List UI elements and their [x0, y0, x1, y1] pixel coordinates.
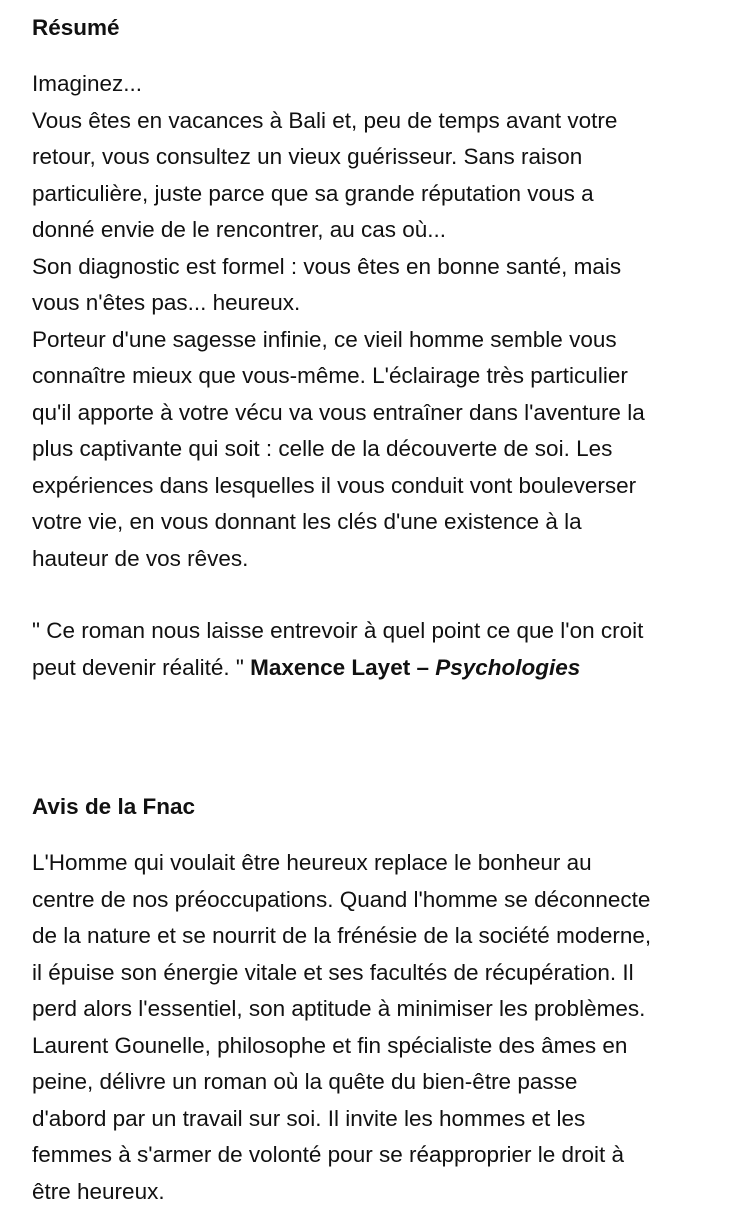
press-quote: [32, 613, 732, 686]
resume-body: [32, 66, 732, 577]
resume-line: donné envie de le rencontrer, au cas où...: [32, 212, 732, 249]
avis-line: femmes à s'armer de volonté pour se réapproprier le droit à: [32, 1137, 732, 1174]
resume-line: Vous êtes en vacances à Bali et, peu de temps avant votre: [32, 103, 732, 140]
avis-line: centre de nos préoccupations. Quand l'homme se déconnecte: [32, 882, 732, 919]
resume-line: hauteur de vos rêves.: [32, 541, 732, 578]
resume-line: particulière, juste parce que sa grande réputation vous a: [32, 176, 732, 213]
quote-source: Psychologies: [435, 655, 580, 680]
avis-line: Laurent Gounelle, philosophe et fin spécialiste des âmes en: [32, 1028, 732, 1065]
resume-line: qu'il apporte à votre vécu va vous entraîner dans l'aventure la: [32, 395, 732, 432]
avis-line: peine, délivre un roman où la quête du bien-être passe: [32, 1064, 732, 1101]
avis-line: être heureux.: [32, 1174, 732, 1210]
avis-title: Avis de la Fnac: [32, 789, 732, 825]
paragraph-gap: [32, 577, 732, 613]
resume-line: Imaginez...: [32, 66, 732, 103]
avis-body: [32, 845, 732, 1210]
resume-line: plus captivante qui soit : celle de la découverte de soi. Les: [32, 431, 732, 468]
quote-author: Maxence Layet –: [250, 655, 435, 680]
quote-line-attribution: [32, 650, 732, 687]
resume-line: vous n'êtes pas... heureux.: [32, 285, 732, 322]
avis-section: [32, 789, 732, 1210]
resume-title: Résumé: [32, 10, 732, 46]
avis-line: perd alors l'essentiel, son aptitude à minimiser les problèmes.: [32, 991, 732, 1028]
resume-line: expériences dans lesquelles il vous conduit vont bouleverser: [32, 468, 732, 505]
quote-text-end: peut devenir réalité. ": [32, 655, 250, 680]
resume-line: connaître mieux que vous-même. L'éclairage très particulier: [32, 358, 732, 395]
quote-line: " Ce roman nous laisse entrevoir à quel point ce que l'on croit: [32, 613, 732, 650]
avis-line: d'abord par un travail sur soi. Il invite les hommes et les: [32, 1101, 732, 1138]
resume-line: Son diagnostic est formel : vous êtes en bonne santé, mais: [32, 249, 732, 286]
avis-line: L'Homme qui voulait être heureux replace le bonheur au: [32, 845, 732, 882]
resume-line: votre vie, en vous donnant les clés d'une existence à la: [32, 504, 732, 541]
avis-line: il épuise son énergie vitale et ses facultés de récupération. Il: [32, 955, 732, 992]
avis-line: de la nature et se nourrit de la frénésie de la société moderne,: [32, 918, 732, 955]
resume-line: retour, vous consultez un vieux guérisseur. Sans raison: [32, 139, 732, 176]
resume-line: Porteur d'une sagesse infinie, ce vieil homme semble vous: [32, 322, 732, 359]
resume-section: [32, 10, 732, 686]
